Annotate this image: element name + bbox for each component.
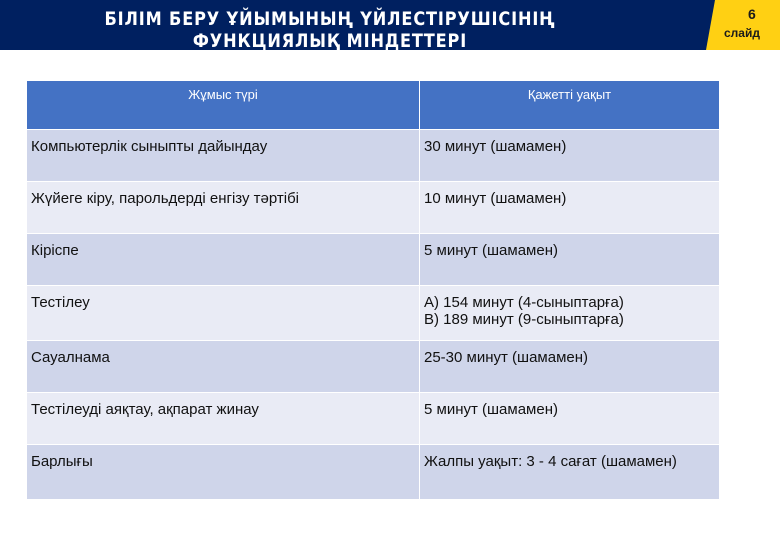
task-cell: Сауалнама [27, 341, 420, 393]
time-cell: 5 минут (шамамен) [420, 393, 720, 445]
table-row [27, 393, 720, 445]
task-cell: Тестілеуді аяқтау, ақпарат жинау [27, 393, 420, 445]
table-row [27, 286, 720, 341]
table-row [27, 130, 720, 182]
slide-number: 6 [748, 6, 756, 22]
task-cell: Барлығы [27, 445, 420, 500]
time-cell: 30 минут (шамамен) [420, 130, 720, 182]
header-band [0, 0, 780, 50]
slide-title: БІЛІМ БЕРУ ҰЙЫМЫНЫҢ ҮЙЛЕСТІРУШІСІНІҢ ФУНКЦИЯЛЫҚ МІНДЕТТЕРІ [104, 8, 556, 50]
time-cell: А) 154 минут (4-сыныптарға) В) 189 минут (9-сыныптарға) [420, 286, 720, 341]
column-header-time: Қажетті уақыт [420, 81, 720, 130]
slide-label: слайд [724, 26, 760, 40]
schedule-table [26, 80, 720, 500]
task-cell: Кіріспе [27, 234, 420, 286]
table-row [27, 234, 720, 286]
slide-number-badge [706, 0, 780, 50]
time-cell: 10 минут (шамамен) [420, 182, 720, 234]
table-row [27, 445, 720, 500]
column-header-task: Жұмыс түрі [27, 81, 420, 130]
time-cell: 25-30 минут (шамамен) [420, 341, 720, 393]
table-row [27, 182, 720, 234]
task-cell: Тестілеу [27, 286, 420, 341]
task-cell: Жүйеге кіру, парольдерді енгізу тәртібі [27, 182, 420, 234]
time-cell: 5 минут (шамамен) [420, 234, 720, 286]
time-cell: Жалпы уақыт: 3 - 4 сағат (шамамен) [420, 445, 720, 500]
task-cell: Компьютерлік сыныпты дайындау [27, 130, 420, 182]
table-row [27, 341, 720, 393]
